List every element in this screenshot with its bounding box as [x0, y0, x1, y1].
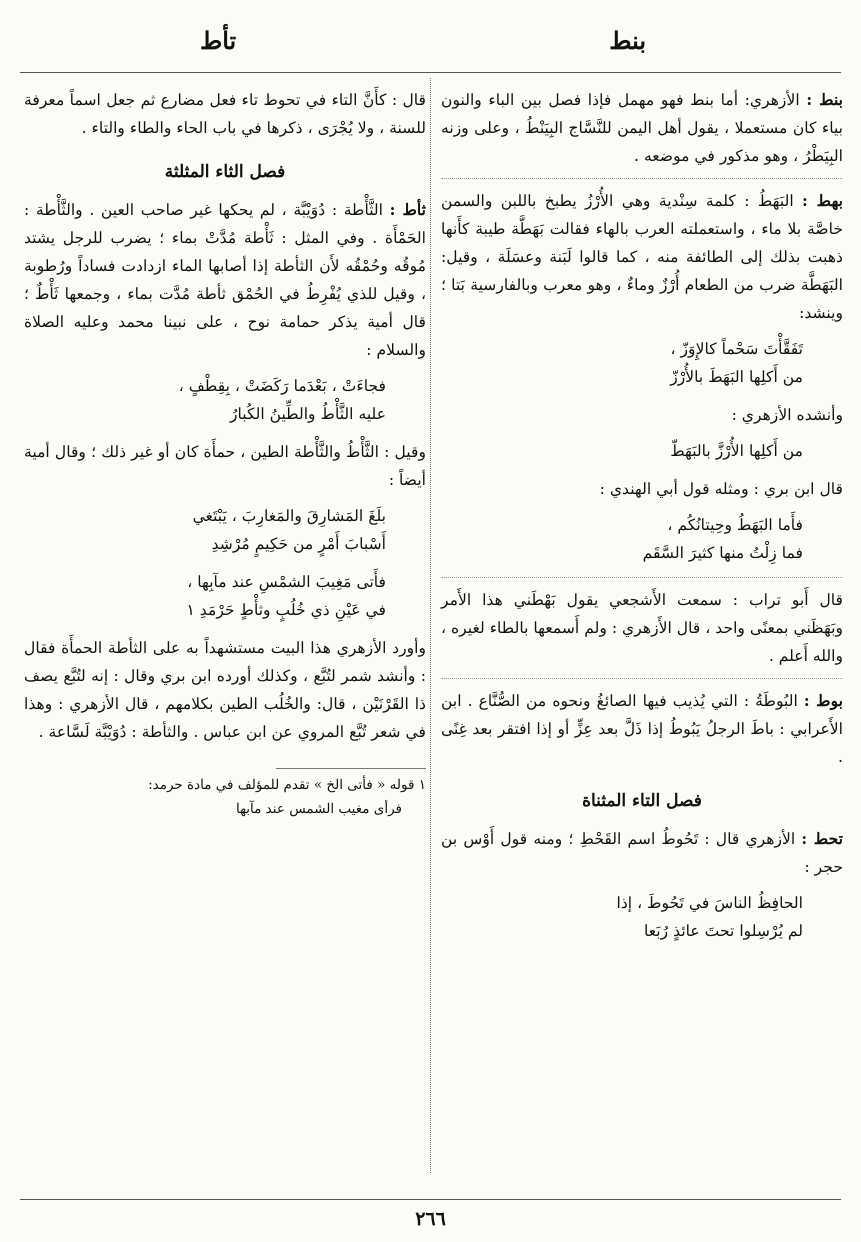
page-number: ٢٦٦: [415, 1208, 446, 1230]
verse-line: فأَما البَهَطُ وحِيتانُكُم ،: [667, 516, 803, 534]
verse-block: [441, 511, 843, 567]
footnote-text: ١ قوله « فأتى الخ » تقدم للمؤلف في مادة حرمد:: [148, 777, 426, 793]
entry-thaat: [24, 196, 426, 364]
headword-bnt: بنط :: [806, 90, 843, 109]
paragraph: قال أَبو تراب : سمعت الأَشجعي يقول بَهْطَني هذا الأَمر وبَهَظَني بمعنًى واحد ، قال الأَزهري : ولم أَسمعها بالطاء لغيره ، والله أَعلم .: [441, 591, 843, 665]
footnote: [24, 762, 426, 821]
verse-line: تَفَقَّأْتَ سَحْماً كالإِوَزّ ،: [670, 340, 803, 358]
entry-separator: [441, 178, 843, 179]
verse-block: [24, 502, 426, 558]
section-title: فصل التاء المثناة: [582, 791, 702, 811]
top-rule: [20, 72, 841, 73]
entry-bwt-text: البُوطَةُ : التي يُذيب فيها الصائغُ ونحوه من الصُّنَّاع . ابن الأَعرابي : باطَ الرجلُ يَبُوطُ إذا ذَلَّ بعد عِزٍّ أو إذا افتقر بعد غِنًى .: [441, 692, 843, 766]
verse-line: فجاءَتْ ، بَعْدَما رَكَضَتْ ، بِقِطْفٍ ،: [178, 377, 386, 395]
header-right-title: بنط: [609, 26, 646, 55]
paragraph: قال ابن بري : ومثله قول أبي الهندي :: [599, 480, 843, 498]
headword-bht: بهط :: [802, 191, 843, 210]
entry-separator: [441, 678, 843, 679]
verse-line: فأَتى مَغِيبَ الشمْسِ عند مآبِها ،: [187, 573, 386, 591]
verse-line: عليه الثَّأْطُ والطِّينُ الكُبارُ: [229, 405, 386, 423]
bottom-rule: [20, 1199, 841, 1200]
entry-thaat-text: الثَّأْطة : دُوَيْبَّة ، لم يحكها غير صاحب العين . والثَّأْطة : الحَمْأَة . وفي المثل : ثَأْطة مُدَّتْ بماء ؛ يضرب للرجل يشتد مُوقُه وحُمْقُه لأَن الثأطة إذا أصابها الماء ازدادت فساداً ورُطوبة ، وقيل للذي يُفْرِطُ في الحُمْق ثأطة مُدَّت بماء ، وجمعها ثَأْطٌ ؛ قال أمية يذكر حمامة نوح ، على نبينا محمد وعليه الصلاة والسلام :: [24, 201, 426, 359]
entry-tht: [441, 825, 843, 881]
entry-bnt-text: الأزهري: أما بنط فهو مهمل فإذا فصل بين الباء والنون بياء كان مستعملا ، يقول أهل اليمن للنَّسَّاج البِيَنْطُ ، وعلى وزنه البِيَطْرُ ، وهو مذكور في موضعه .: [441, 91, 843, 165]
right-column: [441, 86, 843, 955]
entry-separator: [441, 577, 843, 578]
entry-bnt: [441, 86, 843, 170]
verse-block: [24, 568, 426, 624]
verse-block: [441, 335, 843, 391]
entry-tht-text: الأزهري قال : تَحُوطُ اسم القَحْطِ ؛ ومنه قول أَوْس بن حجر :: [441, 830, 843, 876]
entry-bwt: [441, 687, 843, 771]
verse-line: بلَغَ المَشارِقَ والمَغارِبَ ، يَبْتَغي: [192, 507, 386, 525]
paragraph: قال : كأَنَّ التاء في تحوط تاء فعل مضارع ثم جعل اسماً معرفة للسنة ، ولا يُجْرَى ، ذكرها في باب الحاء والطاء والتاء .: [24, 91, 426, 137]
headword-thaat: ثأط :: [389, 200, 426, 219]
verse-line: فما زِلْتُ منها كثيرَ السَّقَم: [642, 544, 803, 562]
verse-line: أَسْبابَ أَمْرٍ من حَكِيمٍ مُرْشِدِ: [211, 535, 386, 553]
verse-line: من أَكلِها الأُرْزَّ بالبَهَطّ: [670, 442, 803, 460]
entry-bht-text: البَهَطُ : كلمة سِنْدية وهي الأُرْزُ يطبخ باللبن والسمن خاصَّة بلا ماء ، واستعملته العرب بالهاء فقالت بَهَطَّة طيبة كأَنها ذهبت بذلك إلى الطائفة منه ، كما قالوا لَبَنة وعسَلَة ، وقيل: البَهَطَّة ضرب من الطعام أُرْزٌ وماءٌ ، وهو معرب وبالفارسية بَتا ؛ وينشد:: [441, 192, 843, 322]
paragraph: وقيل : الثَّأْطُ والثَّأْطة الطين ، حمأَة كان أو غير ذلك ؛ وقال أمية أيضاً :: [24, 443, 426, 489]
verse-line: لم يُرْسِلوا تحتَ عائذٍ رُبَعا: [644, 922, 803, 940]
headword-bwt: بوط :: [803, 691, 843, 710]
verse-line: في عَيْنِ ذي خُلُبٍ وثأْطٍ حَرْمَدِ ١: [186, 601, 386, 619]
verse-line: من أَكلِها البَهَطَ بالأُرْزّ: [670, 368, 803, 386]
footnote-verse: فرأى مغيب الشمس عند مآبها: [235, 801, 402, 817]
footnote-rule: [276, 768, 426, 769]
left-column: [24, 86, 426, 821]
verse-line: الحافِظُ الناسَ في تَحُوطَ ، إذا: [616, 894, 803, 912]
header-left-title: تأط: [200, 26, 237, 55]
headword-tht: تحط :: [801, 829, 843, 848]
section-title: فصل الثاء المثلثة: [164, 162, 286, 182]
paragraph: وأنشده الأزهري :: [731, 406, 843, 424]
entry-bht: [441, 187, 843, 327]
paragraph: وأورد الأزهري هذا البيت مستشهداً به على الثأطة الحمأَة فقال : وأنشد شمر لتُبَّع ، وكذلك أورده ابن بري وقال : إنه لتُبَّع يصف ذا القَرْنَيْن ، قال: والخُلُب الطين بكلامهم ، قال الأزهري : وهذا في شعر تُبَّع المروي عن ابن عباس . والثأطة : دُوَيْبَّة لَسَّاعة .: [24, 639, 426, 741]
verse-block: [441, 437, 843, 465]
verse-block: [24, 372, 426, 428]
verse-block: [441, 889, 843, 945]
column-divider: [430, 78, 431, 1173]
